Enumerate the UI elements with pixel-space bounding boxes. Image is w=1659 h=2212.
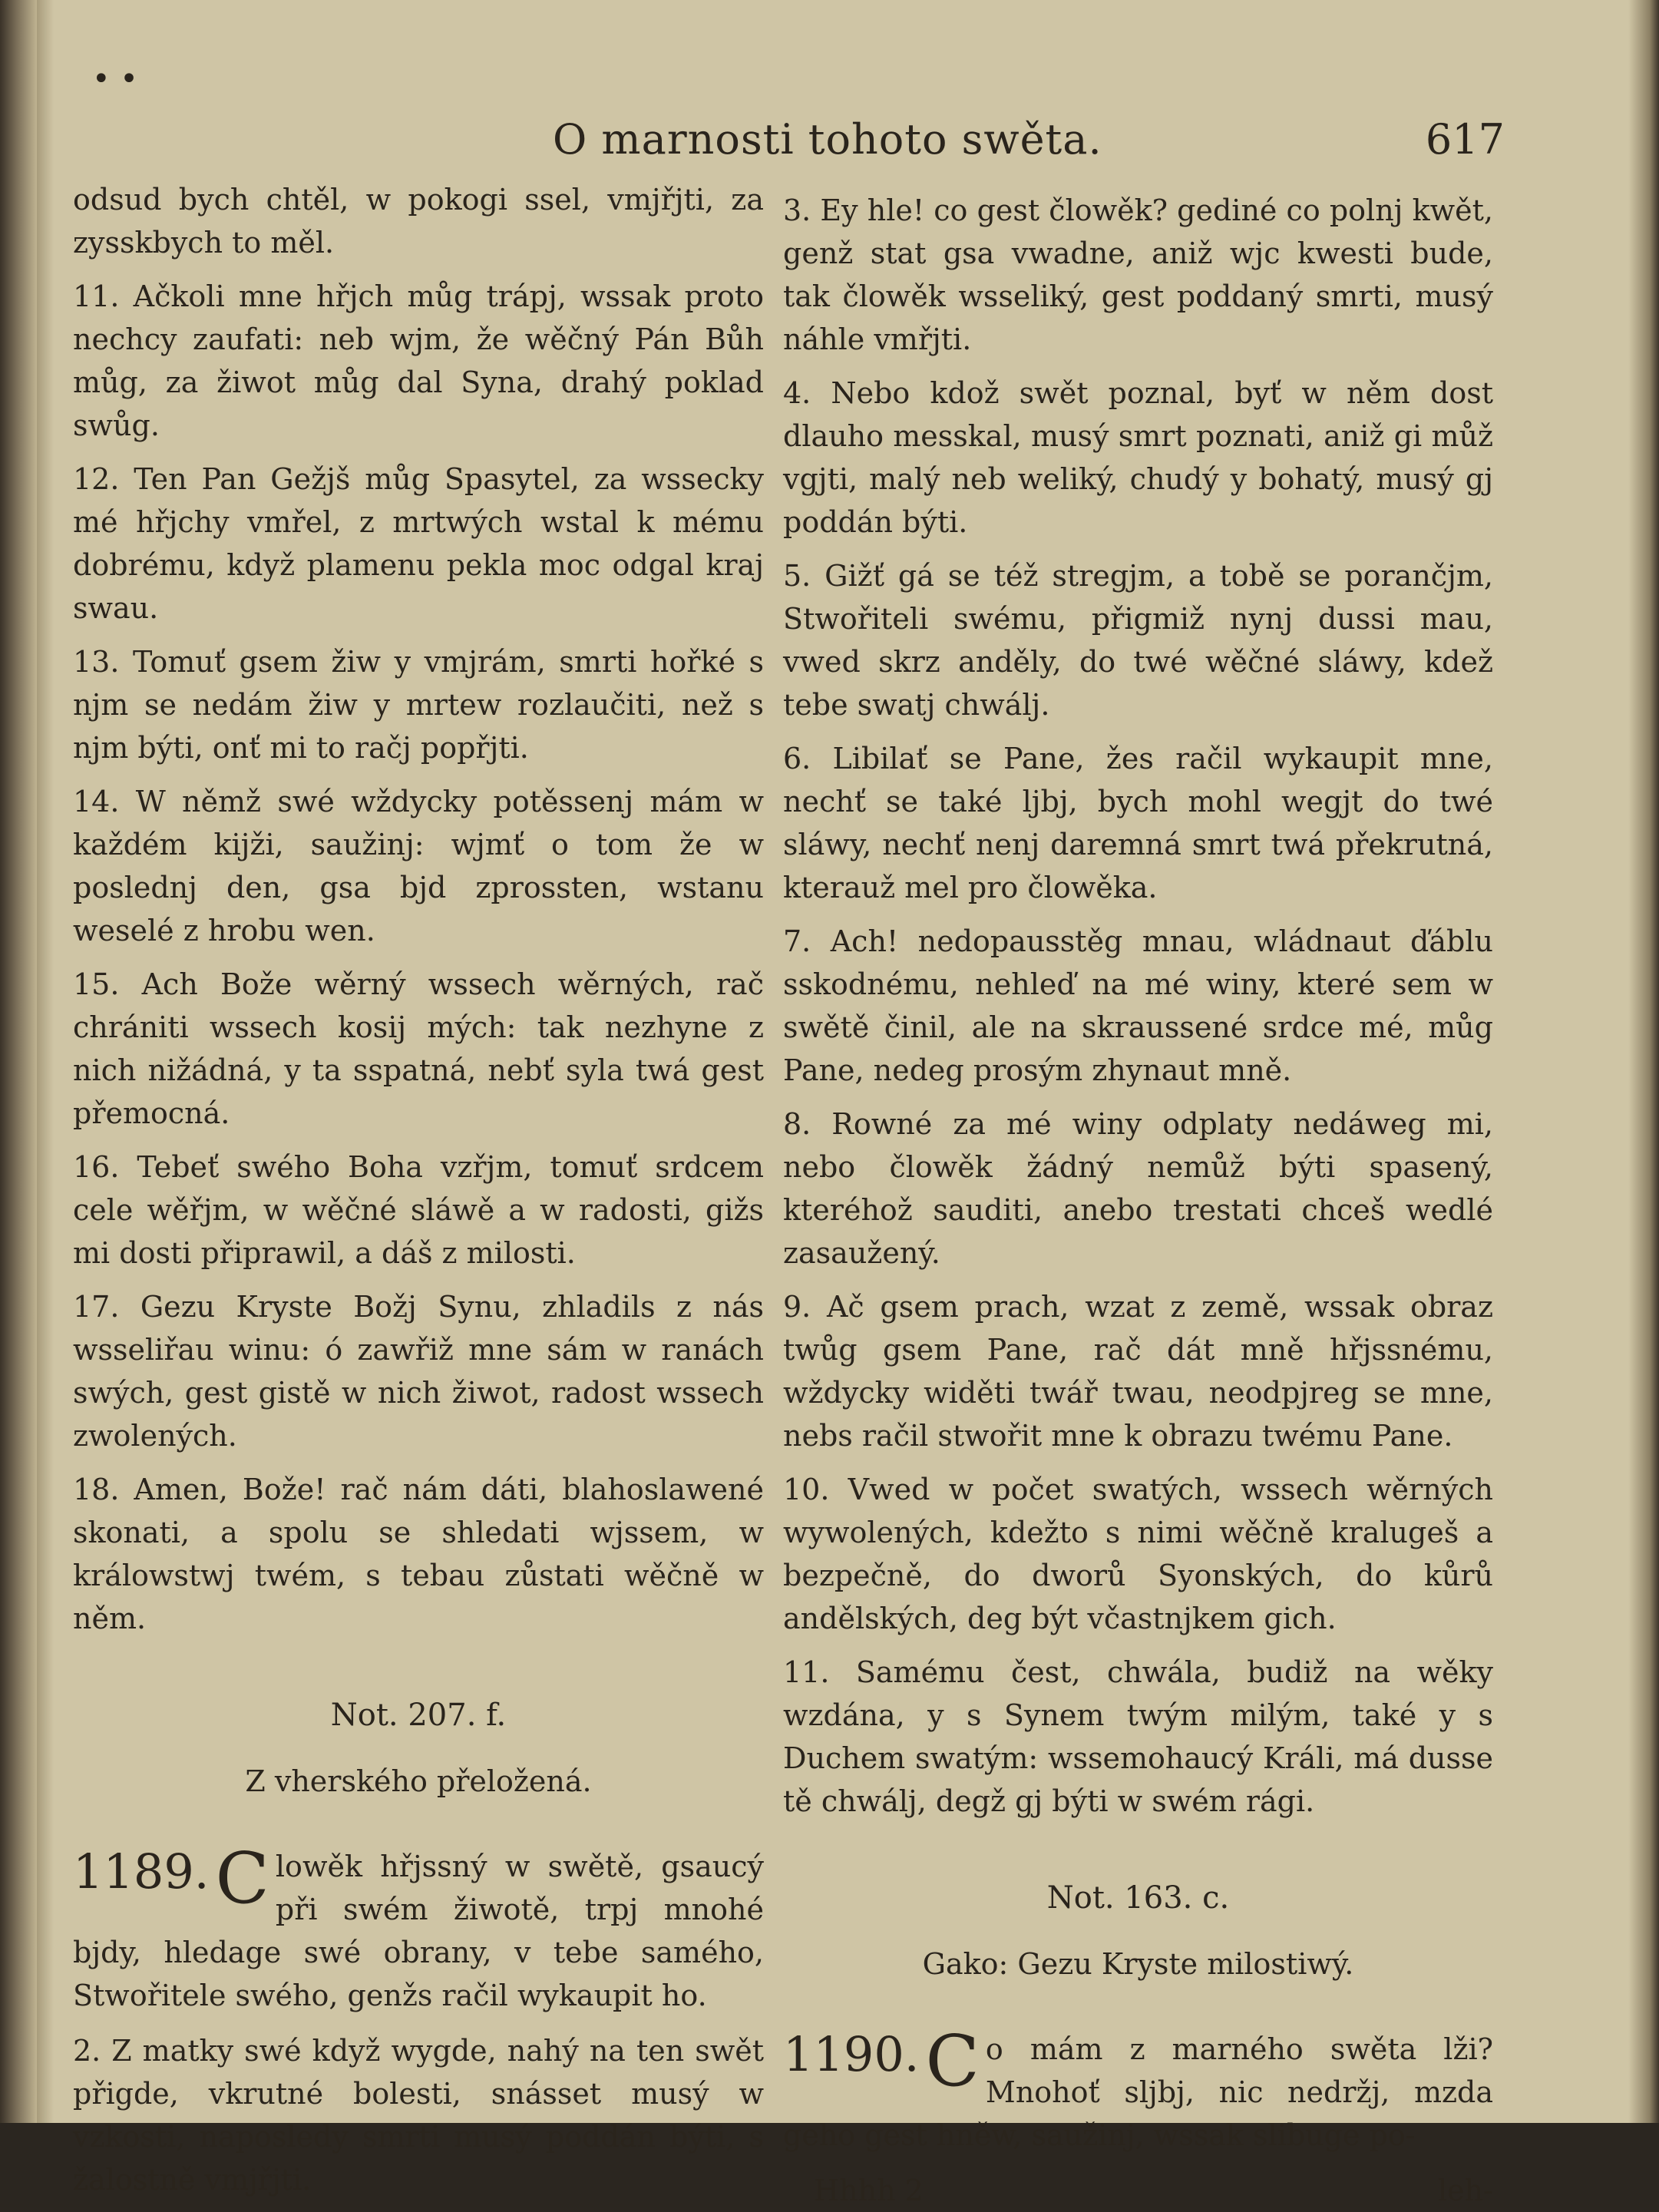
binding-gutter: [0, 0, 37, 2123]
hymn-number: 1189.: [73, 1843, 210, 1900]
running-header: [84, 115, 1505, 184]
hymn-first-verse: lowěk hřjssný w swětě, gsaucý při swém žiwotě, trpj mnohé bjdy, hledage swé obrany, v tebe samého, Stwořitele swého, genžs račil wykaupit ho.: [73, 1850, 764, 2012]
verse: 17. Gezu Kryste Božj Synu, zhladils z nás wsseliřau winu: ó zawřiž mne sám w ranách swých, gest gistě w nich žiwot, radost wssech zwolených.: [73, 1290, 764, 1453]
verse: 11. Ačkoli mne hřjch můg trápj, wssak proto nechcy zaufati: neb wjm, že wěčný Pán Bůh můg, za žiwot můg dal Syna, drahý poklad swůg.: [73, 279, 764, 442]
drop-cap: C: [215, 1837, 269, 1919]
verse: 4. Nebo kdož swět poznal, byť w něm dost dlauho messkal, musý smrt poznati, aniž gi můž vgjti, malý neb weliký, chudý y bohatý, musý gj poddán býti.: [783, 376, 1493, 539]
page-number: 617: [1425, 115, 1505, 164]
melody-note: Not. 207. f.: [330, 1698, 507, 1733]
hymn-number: 1190.: [783, 2026, 920, 2082]
drop-cap: C: [925, 2020, 980, 2102]
verse: 16. Tebeť swého Boha vzřjm, tomuť srdcem cele wěřjm, w wěčné sláwě a w radosti, gižs mi dosti připrawil, a dáš z milosti.: [73, 1150, 764, 1270]
verse: 7. Ach! nedopausstěg mnau, wládnaut ďáblu sskodnému, nehleď na mé winy, které sem w swětě činil, ale na skraussené srdce mé, můg Pane, nedeg prosým zhynaut mně.: [783, 924, 1493, 1087]
verse: 18. Amen, Bože! rač nám dáti, blahoslawené skonati, a spolu se shledati wjssem, w králowstwj twém, s tebau zůstati wěčně w něm.: [73, 1473, 764, 1635]
verse: 8. Rowné za mé winy odplaty nedáweg mi, nebo člowěk žádný nemůž býti spasený, kteréhož sauditi, anebo trestati chceš wedlé zasaužený.: [783, 1107, 1493, 1270]
hymn-subtitle: Z vherského přeložená.: [245, 1764, 592, 1798]
hymn-subtitle: Gako: Gezu Kryste milostiwý.: [922, 1947, 1354, 1981]
catchword: leh-: [1438, 2174, 1493, 2207]
running-title: O marnosti tohoto swěta.: [553, 115, 1102, 164]
verse: 6. Libilať se Pane, žes račil wykaupit mne, nechť se také ljbj, bych mohl wegjt do twé sláwy, nechť nenj daremná smrt twá překrutná, kterauž mel pro člowěka.: [783, 742, 1493, 904]
verse: 5. Gižť gá se též stregjm, a tobě se porančjm, Stwořiteli swému, přigmiž nynj dussi mau, vwed skrz anděly, do twé wěčné sláwy, kdež tebe swatj chwálj.: [783, 559, 1493, 722]
hymn-first-verse: o mám z marného swěta lži? Mnohoť sljbj, nic nedržj, mzda geho gest hněw, saužinj, wssak slibuge po-: [783, 2032, 1493, 2152]
verse: 13. Tomuť gsem žiw y vmjrám, smrti hořké s njm se nedám žiw y mrtew rozlaučiti, než s njm býti, onť mi to račj popřjti.: [73, 645, 764, 765]
catchword-line: [783, 2169, 1493, 2212]
verse: 10. Vwed w počet swatých, wssech wěrných wywolených, kdežto s nimi wěčně kralugeš a bezpečně, do dworů Syonských, do kůrů andělských, deg být včastnjkem gich.: [783, 1473, 1493, 1635]
verse: 3. Ey hle! co gest člowěk? gediné co polnj kwět, genž stat gsa vwadne, aniž wjc kwesti bude, tak člowěk wsseliký, gest poddaný smrti, musý náhle vmřjti.: [783, 193, 1493, 356]
page-edge: [1628, 0, 1659, 2123]
melody-note: Not. 163. c.: [1046, 1880, 1230, 1916]
verse: 9. Ač gsem prach, wzat z země, wssak obraz twůg gsem Pane, rač dát mně hřjssnému, wždycky widěti twář twau, neodpjreg se mne, nebs račil stwořit mne k obrazu twému Pane.: [783, 1290, 1493, 1453]
hymn-opening: [783, 2020, 1493, 2157]
verse: 11. Samému čest, chwála, budiž na wěky wzdána, y s Synem twým milým, také y s Duchem swatým: wssemohaucý Králi, má dusse tě chwálj, degž gj býti w swém rági.: [783, 1655, 1493, 1818]
right-column: [783, 189, 1493, 2212]
verse: odsud bych chtěl, w pokogi ssel, vmjřjti, za zysskbych to měl.: [73, 183, 764, 260]
signature-mark: Hhhh 2: [814, 2174, 924, 2207]
verse: 14. W němž swé wždycky potěssenj mám w každém kijži, saužinj: wjmť o tom že w poslednj den, gsa bjd zprossten, wstanu weselé z hrobu wen.: [73, 785, 764, 947]
verse: 2. Z matky swé když wygde, nahý na ten swět přigde, vkrutné bolesti, snásset musý w vzkosti, naposledy smrti musý poddán býti, s žalostně vmjřjti.: [73, 2034, 764, 2197]
verse: 15. Ach Bože wěrný wssech wěrných, rač chrániti wssech kosij mých: tak nezhyne z nich nižádná, y ta sspatná, nebť syla twá gest přemocná.: [73, 967, 764, 1130]
binding-shadow: [37, 0, 54, 2123]
corner-mark: • •: [92, 61, 138, 97]
verse: 12. Ten Pan Gežjš můg Spasytel, za wssecky mé hřjchy vmřel, z mrtwých wstal k mému dobrému, když plamenu pekla moc odgal kraj swau.: [73, 462, 764, 625]
hymn-opening: [73, 1837, 764, 2017]
left-column: [73, 178, 764, 2212]
